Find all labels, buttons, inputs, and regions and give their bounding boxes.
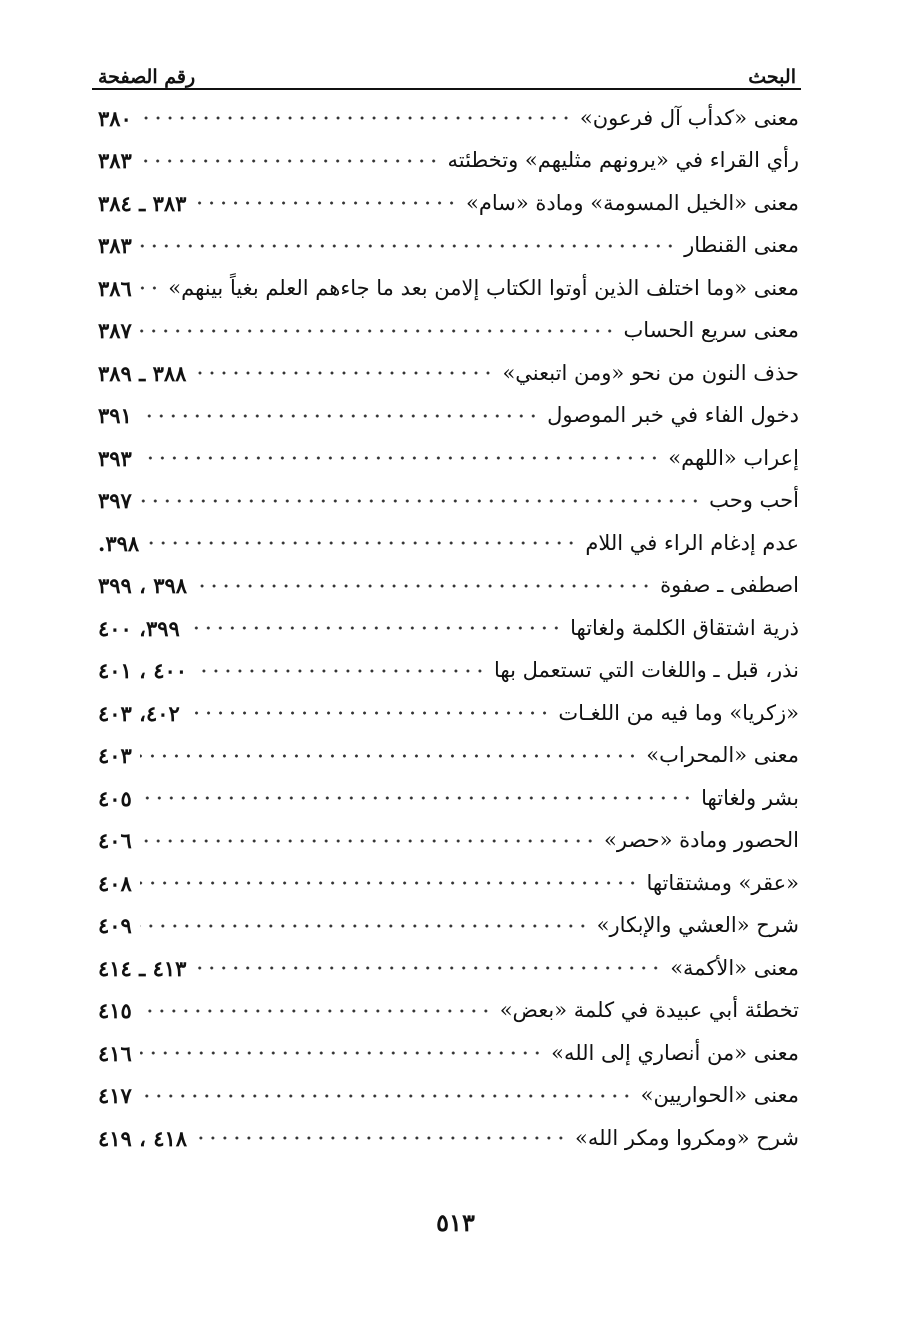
entry-title: معنى «الأكمة» xyxy=(670,955,799,980)
dot-leader xyxy=(188,711,551,715)
entry-title: إعراب «اللهم» xyxy=(668,445,799,470)
entry-title: شرح «ومكروا ومكر الله» xyxy=(574,1125,799,1150)
index-entry xyxy=(98,777,799,820)
index-entry xyxy=(98,692,799,735)
page-number-column-title: رقم الصفحة xyxy=(98,66,196,88)
index-entry xyxy=(98,990,799,1033)
entry-page-numbers: ٣٨٣ xyxy=(98,233,132,259)
entry-title: تخطئة أبي عبيدة في كلمة «بعض» xyxy=(499,998,799,1023)
index-entry xyxy=(98,97,799,140)
index-entry xyxy=(98,905,799,948)
index-entry xyxy=(98,1117,799,1160)
dot-leader xyxy=(140,796,693,800)
entry-title: معنى القنطار xyxy=(684,233,799,258)
dot-leader xyxy=(194,966,662,970)
entry-title: أحب وحب xyxy=(709,488,799,513)
entry-page-numbers: ٣٨٦ xyxy=(98,275,132,301)
dot-leader xyxy=(140,754,638,758)
entry-title: حذف النون من نحو «ومن اتبعني» xyxy=(502,360,799,385)
entry-title: عدم إدغام الراء في اللام xyxy=(585,530,799,555)
entry-page-numbers: ٤٠٦ xyxy=(98,828,132,854)
topic-column-title: البحث xyxy=(748,66,796,88)
dot-leader xyxy=(195,1136,567,1140)
entry-page-numbers: ٤٠٠ ، ٤٠١ xyxy=(98,658,188,684)
entry-title: معنى «المحراب» xyxy=(646,743,799,768)
entry-title: نذر، قبل ـ واللغات التي تستعمل بها xyxy=(494,658,799,683)
index-header xyxy=(98,52,796,88)
index-entry xyxy=(98,522,799,565)
entry-page-numbers: ٤١٨ ، ٤١٩ xyxy=(98,1125,188,1151)
entry-title: بشر ولغاتها xyxy=(701,785,799,810)
dot-leader xyxy=(140,159,440,163)
dot-leader xyxy=(188,626,562,630)
index-list xyxy=(98,97,799,1160)
entry-title: رأي القراء في «يرونهم مثليهم» وتخطئته xyxy=(447,148,799,173)
entry-page-numbers: ٤١٣ ـ ٤١٤ xyxy=(98,955,187,981)
index-entry xyxy=(98,352,799,395)
entry-page-numbers: ٣٨٣ xyxy=(98,148,132,174)
dot-leader xyxy=(140,456,660,460)
index-entry xyxy=(98,480,799,523)
entry-title: معنى «وما اختلف الذين أوتوا الكتاب إلامن بعد ما جاءهم العلم بغياً بينهم» xyxy=(168,275,799,300)
dot-leader xyxy=(140,286,160,290)
entry-title: ذرية اشتقاق الكلمة ولغاتها xyxy=(570,615,799,640)
entry-title: دخول الفاء في خبر الموصول xyxy=(547,403,799,428)
entry-page-numbers: ٣٨٣ ـ ٣٨٤ xyxy=(98,190,187,216)
entry-title: شرح «العشي والإبكار» xyxy=(596,913,799,938)
entry-title: معنى «كدأب آل فرعون» xyxy=(579,105,799,130)
entry-title: معنى «الخيل المسومة» ومادة «سام» xyxy=(466,190,799,215)
index-entry xyxy=(98,267,799,310)
dot-leader xyxy=(140,1094,633,1098)
dot-leader xyxy=(140,499,701,503)
entry-page-numbers: ٤١٦ xyxy=(98,1040,132,1066)
entry-page-numbers: ٤٠٢، ٤٠٣ xyxy=(98,700,180,726)
index-entry xyxy=(98,947,799,990)
index-entry xyxy=(98,225,799,268)
index-entry xyxy=(98,820,799,863)
header-rule xyxy=(92,88,801,90)
entry-page-numbers: ٤٠٩ xyxy=(98,913,132,939)
dot-leader xyxy=(147,541,577,545)
index-entry xyxy=(98,607,799,650)
entry-title: اصطفى ـ صفوة xyxy=(660,573,799,598)
dot-leader xyxy=(194,371,494,375)
index-entry xyxy=(98,862,799,905)
dot-leader xyxy=(140,244,676,248)
dot-leader xyxy=(194,201,458,205)
index-entry xyxy=(98,140,799,183)
entry-page-numbers: ٤١٧ xyxy=(98,1083,132,1109)
page-number: ٥١٣ xyxy=(436,1208,475,1237)
entry-page-numbers: ٣٩٩، ٤٠٠ xyxy=(98,615,180,641)
entry-page-numbers: ٣٩٣ xyxy=(98,445,132,471)
entry-title: «زكريا» وما فيه من اللغـات xyxy=(558,700,799,725)
index-entry xyxy=(98,735,799,778)
dot-leader xyxy=(195,669,486,673)
entry-title: «عقر» ومشتقاتها xyxy=(646,870,799,895)
index-entry xyxy=(98,395,799,438)
entry-page-numbers: ٣٩٨. xyxy=(98,530,140,556)
entry-page-numbers: ٣٨٧ xyxy=(98,318,132,344)
entry-page-numbers: ٤٠٨ xyxy=(98,870,132,896)
dot-leader xyxy=(140,414,539,418)
entry-page-numbers: ٣٨٠ xyxy=(98,105,132,131)
entry-title: معنى «من أنصاري إلى الله» xyxy=(551,1040,799,1065)
dot-leader xyxy=(140,116,572,120)
index-entry xyxy=(98,310,799,353)
dot-leader xyxy=(140,1009,492,1013)
entry-page-numbers: ٤١٥ xyxy=(98,998,132,1024)
entry-page-numbers: ٤٠٥ xyxy=(98,785,132,811)
entry-page-numbers: ٣٩١ xyxy=(98,403,132,429)
dot-leader xyxy=(140,1051,543,1055)
index-entry xyxy=(98,650,799,693)
entry-page-numbers: ٣٩٧ xyxy=(98,488,132,514)
index-entry xyxy=(98,1032,799,1075)
index-entry xyxy=(98,565,799,608)
dot-leader xyxy=(195,584,652,588)
entry-title: معنى سريع الحساب xyxy=(623,318,799,343)
dot-leader xyxy=(140,924,589,928)
dot-leader xyxy=(140,329,616,333)
index-entry xyxy=(98,1075,799,1118)
dot-leader xyxy=(140,839,596,843)
entry-page-numbers: ٤٠٣ xyxy=(98,743,132,769)
dot-leader xyxy=(140,881,639,885)
entry-page-numbers: ٣٩٨ ، ٣٩٩ xyxy=(98,573,188,599)
entry-title: معنى «الحواريين» xyxy=(640,1083,799,1108)
entry-page-numbers: ٣٨٨ ـ ٣٨٩ xyxy=(98,360,187,386)
index-entry xyxy=(98,182,799,225)
index-entry xyxy=(98,437,799,480)
entry-title: الحصور ومادة «حصر» xyxy=(604,828,799,853)
